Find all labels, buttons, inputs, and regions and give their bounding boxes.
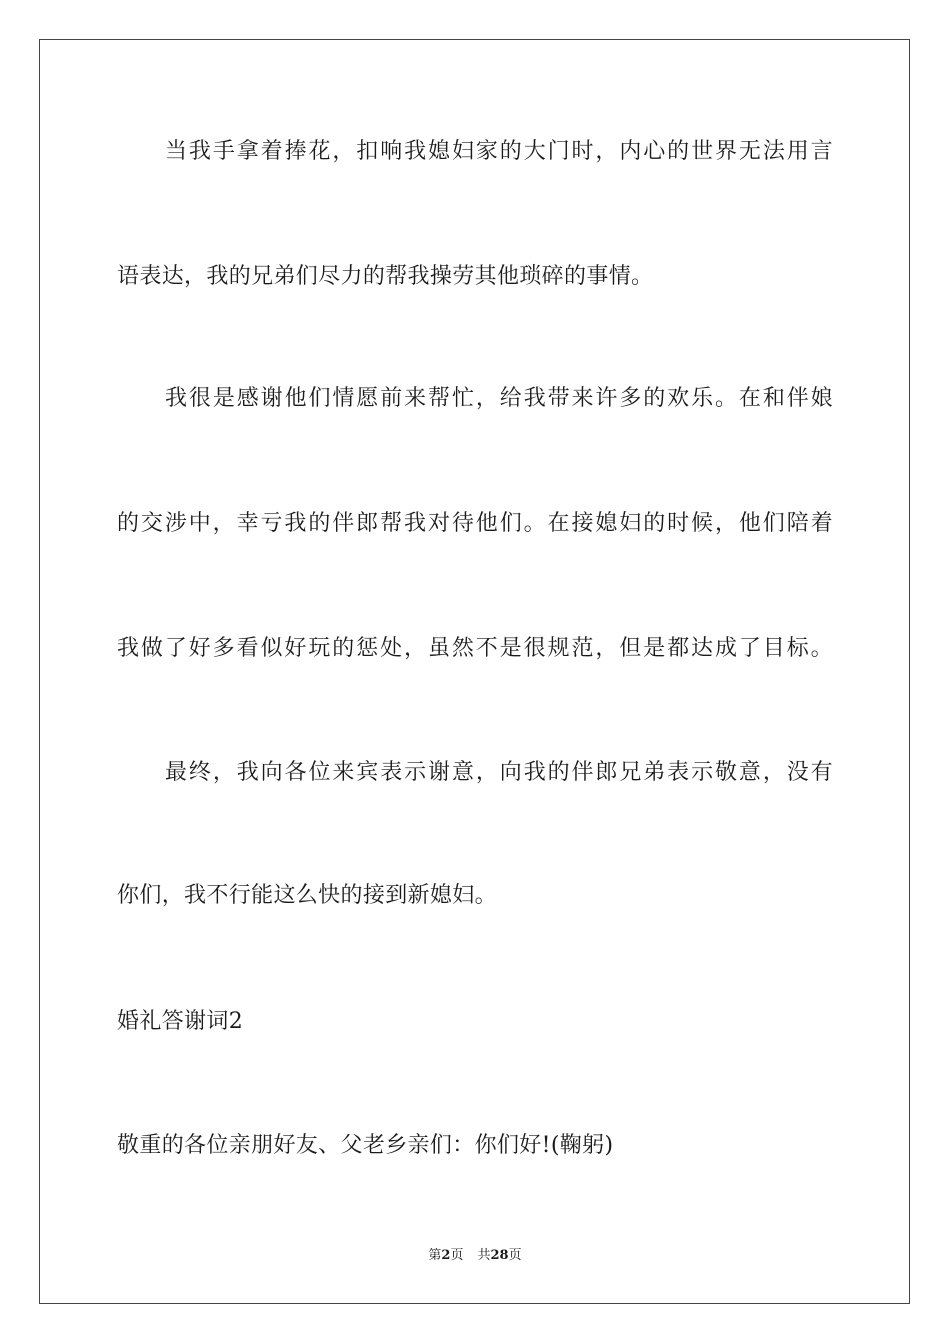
paragraph-line: 我很是感谢他们情愿前来帮忙，给我带来许多的欢乐。在和伴娘 [165,386,833,411]
page-footer [0,1247,950,1265]
paragraph-line: 我做了好多看似好玩的惩处，虽然不是很规范，但是都达成了目标。 [117,636,833,661]
paragraph-line: 的交涉中，幸亏我的伴郎帮我对待他们。在接媳妇的时候，他们陪着 [117,511,833,536]
paragraph-line: 敬重的各位亲朋好友、父老乡亲们：你们好!(鞠躬) [117,1133,614,1158]
section-heading: 婚礼答谢词2 [117,1009,244,1034]
total-suffix: 页 [508,1248,522,1263]
paragraph-line: 语表达，我的兄弟们尽力的帮我操劳其他琐碎的事情。 [117,264,654,289]
page-suffix: 页 [450,1248,464,1263]
paragraph-line: 最终，我向各位来宾表示谢意，向我的伴郎兄弟表示敬意，没有 [165,760,833,785]
page-border [39,39,910,1304]
paragraph-line: 你们，我不行能这么快的接到新媳妇。 [117,883,497,908]
page-prefix: 第 [428,1248,442,1263]
page-current: 2 [441,1248,451,1263]
total-prefix: 共 [477,1248,491,1263]
paragraph-line: 当我手拿着捧花，扣响我媳妇家的大门时，内心的世界无法用言 [165,139,833,164]
page-total: 28 [490,1248,509,1263]
